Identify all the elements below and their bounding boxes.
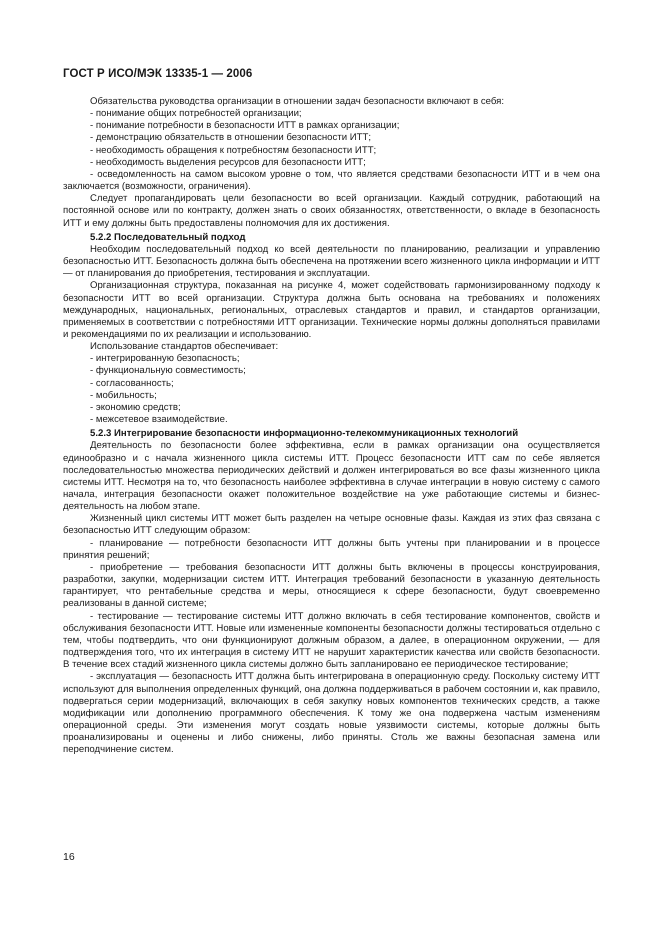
paragraph-management-obligations-intro: Обязательства руководства организации в отношении задач безопасности включают в себя:: [90, 96, 505, 107]
section-heading-5-2-2: 5.2.2 Последовательный подход: [90, 231, 246, 243]
paragraph-integration-effectiveness: Деятельность по безопасности более эффективна, если в рамках организации она осуществляется единообразно и с начала жизненного цикла системы ИТТ. Процесс безопасности ИТТ сам по себе является последовательностью множества периодических действий и должен интегрироваться во все фазы жизненного цикла системы ИТТ. Несмотря на то, что безопасность наиболее эффективна в случае интеграции в новую систему с самого начала, интеграция безопасности окажет положительное воздействие на уже работающие системы и бизнес-деятельность на любом этапе.: [63, 440, 600, 513]
list-item: - осведомленность на самом высоком уровне о том, что является средствами безопасности ИТТ и в чем она заключается (возможности, ограничения).: [63, 168, 600, 193]
list-item: - функциональную совместимость;: [90, 365, 246, 377]
list-item: - мобильность;: [90, 389, 157, 401]
list-item: - демонстрацию обязательств в отношении безопасности ИТТ;: [90, 132, 372, 144]
list-item: - необходимость выделения ресурсов для безопасности ИТТ;: [90, 156, 366, 168]
paragraph-consistent-approach: Необходим последовательный подход ко всей деятельности по планированию, реализации и управлению безопасностью ИТТ. Безопасность должна быть обеспечена на протяжении всего жизненного цикла информации и ИТТ — от планирования до приобретения, тестирования и эксплуатации.: [63, 243, 600, 280]
list-item: - согласованность;: [90, 377, 174, 389]
list-item-planning: - планирование — потребности безопасности ИТТ должны быть учтены при планировании и в процессе принятия решений;: [63, 537, 600, 561]
list-item: - понимание потребности в безопасности ИТТ в рамках организации;: [90, 120, 400, 132]
list-item: - межсетевое взаимодействие.: [90, 414, 228, 426]
paragraph-security-goals: Следует пропагандировать цели безопасности во всей организации. Каждый сотрудник, работающий на постоянной основе или по контракту, должен знать о своих обязанностях, ответственности, о вкладе в безопасность ИТТ и ему должны быть предоставлены полномочия для их достижения.: [63, 193, 600, 229]
paragraph-organizational-structure: Организационная структура, показанная на рисунке 4, может содействовать гармонизированному подходу к безопасности ИТТ во всей организации. Структура должна быть основана на требованиях и положениях международных, национальных, региональных, отраслевых стандартов и правил, и стандартов организации, применяемых в соответствии с потребностями ИТТ организации. Технические нормы должны дополняться правилами и рекомендациями по их реализации и использованию.: [63, 280, 600, 340]
list-item-testing: - тестирование — тестирование системы ИТТ должно включать в себя тестирование компонентов, свойств и обслуживания безопасности ИТТ. Новые или измененные компоненты безопасности должны тестироваться отдельно с тем, чтобы подтвердить, что они функционируют должным образом, а далее, в операционном окружении, — для подтверждения того, что их интеграция в систему ИТТ не нарушит характеристик качества или свойств безопасности. В течение всех стадий жизненного цикла системы должно быть запланировано ее периодическое тестирование;: [63, 610, 600, 671]
document-header: ГОСТ Р ИСО/МЭК 13335-1 — 2006: [63, 68, 253, 80]
list-item-acquisition: - приобретение — требования безопасности ИТТ должны быть включены в процессы конструирования, разработки, закупки, модернизации систем ИТТ. Интеграция требований безопасности в указанную деятельность гарантирует, что рентабельные средства и меры, относящиеся к сфере безопасности, будут своевременно реализованы в данной системе;: [63, 561, 600, 610]
paragraph-lifecycle-phases: Жизненный цикл системы ИТТ может быть разделен на четыре основные фазы. Каждая из этих фаз связана с безопасностью ИТТ следующим образом:: [63, 513, 600, 537]
list-item: - интегрированную безопасность;: [90, 353, 240, 365]
page-number: 16: [63, 851, 75, 863]
list-item-operation: - эксплуатация — безопасность ИТТ должна быть интегрирована в операционную среду. Поскольку систему ИТТ используют для выполнения определенных функций, она должна поддерживаться в рабочем состоянии и, как правило, подвергаться серии модернизаций, включающих в себя закупку новых компонентов технических средств, а также модификации или дополнению программного обеспечения. К тому же она подвержена частым изменениям операционной среды. Эти изменения могут создать новые уязвимости системы, которые должны быть проанализированы и оценены и либо снижены, либо приняты. Столь же важны безопасная замена или переподчинение систем.: [63, 671, 600, 756]
section-heading-5-2-3: 5.2.3 Интегрирование безопасности информационно-телекоммуникационных технологий: [90, 428, 519, 440]
document-body: [63, 96, 600, 756]
list-item: - понимание общих потребностей организации;: [90, 108, 302, 120]
list-item: - необходимость обращения к потребностям безопасности ИТТ;: [90, 144, 377, 156]
list-item: - экономию средств;: [90, 401, 181, 413]
paragraph-standards-intro: Использование стандартов обеспечивает:: [90, 341, 279, 353]
